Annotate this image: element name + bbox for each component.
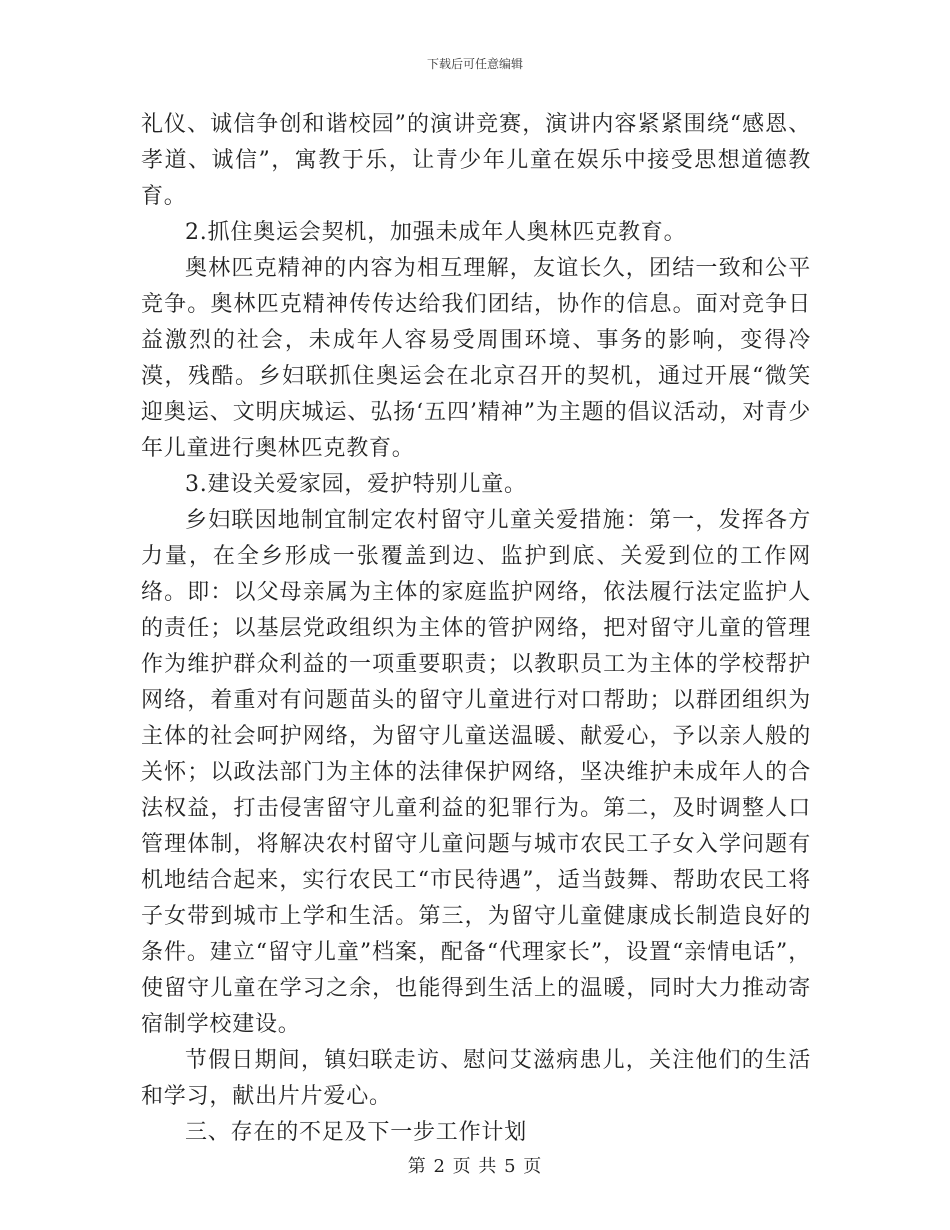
paragraph-holiday-visits: 节假日期间，镇妇联走访、慰问艾滋病患儿，关注他们的生活和学习，献出片片爱心。 [141,1048,811,1109]
section-heading-care: 3.建设关爱家园，爱护特别儿童。 [185,472,527,497]
paragraph-olympic: 奥林匹克精神的内容为相互理解，友谊长久，团结一致和公平竞争。奥林匹克精神传传达给我们团结，协作的信息。面对竞争日益激烈的社会，未成年人容易受周围环境、事务的影响，变得冷漠，残酷。乡妇联抓住奥运会在北京召开的契机，通过开展“微笑迎奥运、文明庆城运、弘扬‘五四’精神”为主题的倡议活动，对青少年儿童进行奥林匹克教育。 [141,256,811,461]
paragraph-care-measures: 乡妇联因地制宜制定农村留守儿童关爱措施：第一，发挥各方力量，在全乡形成一张覆盖到边、监护到底、关爱到位的工作网络。即：以父母亲属为主体的家庭监护网络，依法履行法定监护人的责任；以基层党政组织为主体的管护网络，把对留守儿童的管理作为维护群众利益的一项重要职责；以教职员工为主体的学校帮护网络，着重对有问题苗头的留守儿童进行对口帮助；以群团组织为主体的社会呵护网络，为留守儿童送温暖、献爱心，予以亲人般的关怀；以政法部门为主体的法律保护网络，坚决维护未成年人的合法权益，打击侵害留守儿童利益的犯罪行为。第二，及时调整人口管理体制，将解决农村留守儿童问题与城市农民工子女入学问题有机地结合起来，实行农民工“市民待遇”，适当鼓舞、帮助农民工将子女带到城市上学和生活。第三，为留守儿童健康成长制造良好的条件。建立“留守儿童”档案，配备“代理家长”，设置“亲情电话”，使留守儿童在学习之余，也能得到生活上的温暖，同时大力推动寄宿制学校建设。 [141,508,811,1037]
section-heading-shortcomings: 三、存在的不足及下一步工作计划 [185,1120,528,1145]
page-footer-number: 第 2 页 共 5 页 [407,1156,543,1177]
paragraph-continuation: 礼仪、诚信争创和谐校园”的演讲竞赛，演讲内容紧紧围绕“感恩、孝道、诚信”，寓教于乐，让青少年儿童在娱乐中接受思想道德教育。 [141,112,811,209]
section-heading-olympic: 2.抓住奥运会契机，加强未成年人奥林匹克教育。 [185,220,687,245]
page-header-note: 下载后可任意编辑 [426,57,523,71]
document-body [141,107,811,1151]
